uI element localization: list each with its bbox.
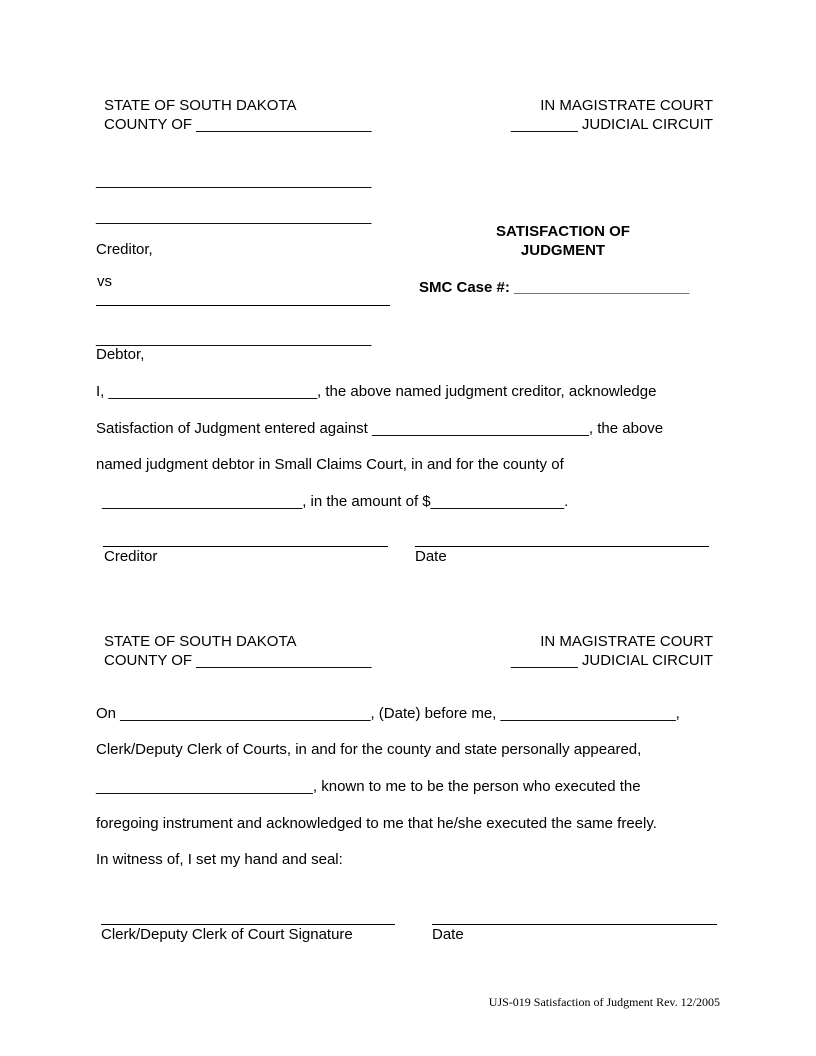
date-signature-label: Date [415, 548, 447, 565]
creditor-name-line-2: _________________________________ [96, 208, 372, 225]
ack-line-3: __________________________, known to me to be the person who executed the [96, 778, 641, 795]
court-label-2: IN MAGISTRATE COURT [540, 633, 713, 650]
clerk-signature-label: Clerk/Deputy Clerk of Court Signature [101, 926, 353, 943]
creditor-signature-line [103, 546, 388, 547]
debtor-label: Debtor, [96, 346, 145, 363]
date-signature-line-2 [432, 924, 717, 925]
state-label: STATE OF SOUTH DAKOTA [104, 97, 297, 114]
debtor-name-line-2: _________________________________ [96, 330, 372, 347]
smc-case-number: SMC Case #: _____________________ [419, 279, 690, 296]
form-footer: UJS-019 Satisfaction of Judgment Rev. 12/2005 [488, 995, 720, 1009]
vs-label: vs [97, 273, 112, 290]
creditor-signature-label: Creditor [104, 548, 158, 565]
debtor-name-line-1 [96, 305, 390, 306]
date-signature-label-2: Date [432, 926, 464, 943]
ack-line-4: foregoing instrument and acknowledged to me that he/she executed the same freely. [96, 815, 657, 832]
county-label: COUNTY OF _____________________ [104, 116, 372, 133]
creditor-name-line-1: _________________________________ [96, 172, 372, 189]
body-line-3: named judgment debtor in Small Claims Court, in and for the county of [96, 456, 564, 473]
ack-line-5: In witness of, I set my hand and seal: [96, 851, 343, 868]
body-line-4: ________________________, in the amount of $________________. [102, 493, 569, 510]
county-label-2: COUNTY OF _____________________ [104, 652, 372, 669]
date-signature-line [415, 546, 709, 547]
clerk-signature-line [101, 924, 395, 925]
ack-line-2: Clerk/Deputy Clerk of Courts, in and for the county and state personally appeared, [96, 741, 642, 758]
body-line-2: Satisfaction of Judgment entered against __________________________, the above [96, 420, 664, 437]
state-label-2: STATE OF SOUTH DAKOTA [104, 633, 297, 650]
court-label: IN MAGISTRATE COURT [540, 97, 713, 114]
circuit-label-2: ________ JUDICIAL CIRCUIT [510, 652, 713, 669]
form-title-line-2: JUDGMENT [520, 242, 606, 259]
form-title-line-1: SATISFACTION OF [496, 223, 630, 240]
circuit-label: ________ JUDICIAL CIRCUIT [510, 116, 713, 133]
ack-line-1: On ______________________________, (Date) before me, _____________________, [96, 705, 680, 722]
body-line-1: I, _________________________, the above named judgment creditor, acknowledge [96, 383, 657, 400]
creditor-label: Creditor, [96, 241, 153, 258]
